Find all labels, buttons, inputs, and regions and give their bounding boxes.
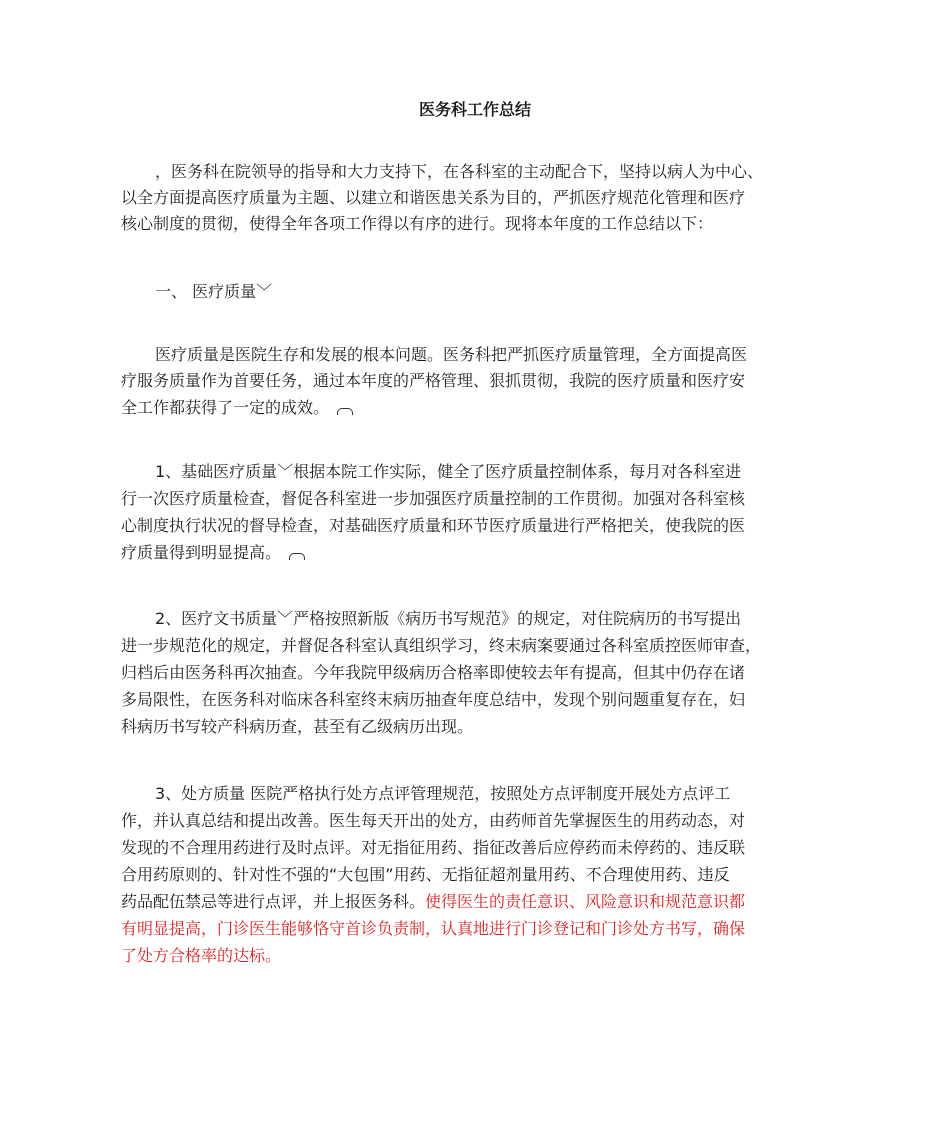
highlighted-line: 了处方合格率的达标。 bbox=[121, 946, 282, 965]
paragraph-prescription-line: 发现的不合理用药进行及时点评。对无指征用药、指征改善后应停药而未停药的、违反联 bbox=[121, 838, 746, 857]
paragraph-prescription-line bbox=[121, 890, 745, 914]
bracket-mark-icon bbox=[289, 553, 305, 560]
paragraph-prescription-line: 合用药原则的、针对性不强的“大包围”用药、无指征超剂量用药、不合理使用药、违反 bbox=[121, 865, 730, 884]
bracket-mark-icon bbox=[337, 408, 353, 415]
paragraph-basic-quality-line: 行一次医疗质量检查，督促各科室进一步加强医疗质量控制的工作贯彻。加强对各科室核 bbox=[121, 489, 746, 508]
section-heading: 一、 医疗质量﹀ bbox=[155, 282, 273, 301]
paragraph-basic-quality-line bbox=[121, 541, 305, 565]
paragraph-records-line: 2、医疗文书质量﹀严格按照新版《病历书写规范》的规定，对住院病历的书写提出 bbox=[155, 609, 742, 628]
paragraph-intro-line: 以全方面提高医疗质量为主题、以建立和谐医患关系为目的，严抓医疗规范化管理和医疗 bbox=[121, 188, 746, 207]
paragraph-records-line: 归档后由医务科再次抽查。今年我院甲级病历合格率即使较去年有提高，但其中仍存在诸 bbox=[121, 663, 746, 682]
paragraph-prescription-line: 作，并认真总结和提出改善。医生每天开出的处方，由药师首先掌握医生的用药动态，对 bbox=[121, 811, 746, 830]
paragraph-basic-quality-line: 1、基础医疗质量﹀根据本院工作实际，健全了医疗质量控制体系，每月对各科室进 bbox=[155, 462, 742, 481]
paragraph-quality-line: 疗服务质量作为首要任务，通过本年度的严格管理、狠抓贯彻，我院的医疗质量和医疗安 bbox=[121, 371, 746, 390]
paragraph-quality-line: 医疗质量是医院生存和发展的根本问题。医务科把严抓医疗质量管理，全方面提高医 bbox=[155, 345, 748, 364]
paragraph-basic-quality-line: 心制度执行状况的督导检查，对基础医疗质量和环节医疗质量进行严格把关，使我院的医 bbox=[121, 516, 746, 535]
highlighted-text: 使得医生的责任意识、风险意识和规范意识都 bbox=[425, 892, 746, 911]
paragraph-quality-line bbox=[121, 396, 353, 420]
paragraph-records-line: 多局限性，在医务科对临床各科室终末病历抽查年度总结中，发现个别问题重复存在，妇 bbox=[121, 690, 746, 709]
line-text: 全工作都获得了一定的成效。 bbox=[121, 398, 330, 417]
paragraph-intro-line: 核心制度的贯彻，使得全年各项工作得以有序的进行。现将本年度的工作总结以下： bbox=[121, 214, 714, 233]
paragraph-records-line: 科病历书写较产科病历查，甚至有乙级病历出现。 bbox=[121, 717, 474, 736]
page-title: 医务科工作总结 bbox=[418, 100, 531, 119]
paragraph-prescription-line: 3、处方质量 医院严格执行处方点评管理规范，按照处方点评制度开展处方点评工 bbox=[155, 784, 731, 803]
line-text: 疗质量得到明显提高。 bbox=[121, 543, 282, 562]
paragraph-records-line: 进一步规范化的规定，并督促各科室认真组织学习，终末病案要通过各科室质控医师审查， bbox=[121, 636, 762, 655]
paragraph-intro-line: ，医务科在院领导的指导和大力支持下，在各科室的主动配合下，坚持以病人为中心、 bbox=[155, 162, 764, 181]
highlighted-line: 有明显提高，门诊医生能够恪守首诊负责制，认真地进行门诊登记和门诊处方书写，确保 bbox=[121, 919, 746, 938]
line-text: 药品配伍禁忌等进行点评，并上报医务科。 bbox=[121, 892, 426, 911]
